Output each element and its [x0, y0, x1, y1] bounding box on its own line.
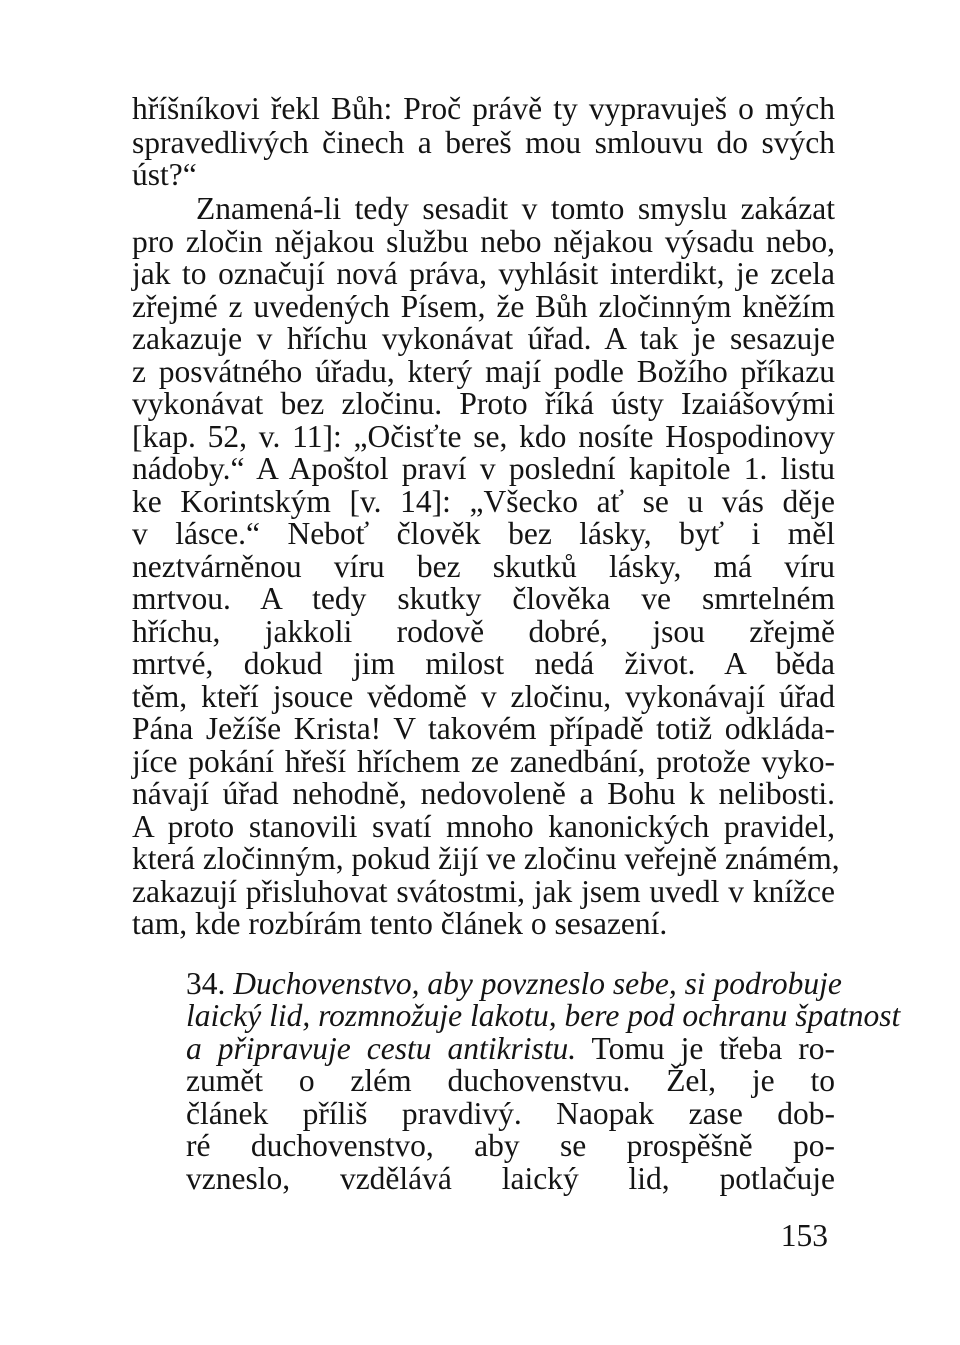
text-line: jak to označují nová práva, vyhlásit interdikt, je zcela	[132, 256, 835, 291]
text-line: ré duchovenstvo, aby se prospěšně po-	[186, 1128, 835, 1163]
text-line: v lásce.“ Neboť člověk bez lásky, byť i měl	[132, 516, 835, 551]
text-line: A proto stanovili svatí mnoho kanonických pravidel,	[132, 809, 835, 844]
text-line: úst?“	[132, 157, 197, 192]
text-line: hříchu, jakkoli rodově dobré, jsou zřejmě	[132, 614, 835, 649]
text-line	[186, 1032, 835, 1066]
text-line: ke Korintským [v. 14]: „Všecko ať se u vás děje	[132, 484, 835, 519]
text-line: vzneslo, vzdělává laický lid, potlačuje	[186, 1161, 835, 1196]
text-line: pro zločin nějakou službu nebo nějakou výsadu nebo,	[132, 224, 835, 259]
text-line: Znamená-li tedy sesadit v tomto smyslu zakázat	[196, 191, 835, 226]
text-line: návají úřad nehodně, nedovoleně a Bohu k nelibosti.	[132, 776, 835, 811]
section-lead-italic: laický lid, rozmnožuje lakotu, bere pod ochranu špatnost	[186, 998, 901, 1033]
section-lead-italic: Duchovenstvo, aby povzneslo sebe, si podrobuje	[233, 966, 842, 1001]
text-line: hříšníkovi řekl Bůh: Proč právě ty vypravuješ o mých	[132, 91, 835, 126]
section-heading-line	[186, 966, 842, 1001]
text-line: mrtvé, dokud jim milost nedá život. A běda	[132, 646, 835, 681]
page-number: 153	[780, 1218, 828, 1253]
section-lead-italic: a připravuje cestu antikristu.	[186, 1031, 577, 1066]
text-line: zřejmé z uvedených Písem, že Bůh zločinným kněžím	[132, 289, 835, 324]
text-line: zakazuje v hříchu vykonávat úřad. A tak je sesazuje	[132, 321, 835, 356]
text-line: která zločinným, pokud žijí ve zločinu veřejně známém,	[132, 841, 840, 876]
text-line: [kap. 52, v. 11]: „Očisťte se, kdo nosíte Hospodinovy	[132, 419, 835, 454]
text-line: z posvátného úřadu, který mají podle Božího příkazu	[132, 354, 835, 389]
text-line: spravedlivých činech a bereš mou smlouvu do svých	[132, 125, 835, 160]
text-line: tam, kde rozbírám tento článek o sesazení.	[132, 906, 668, 941]
text-line: nádoby.“ A Apoštol praví v poslední kapitole 1. listu	[132, 451, 835, 486]
text-line: zakazují přisluhovat svátostmi, jak jsem uvedl v knížce	[132, 874, 835, 909]
text-line: zumět o zlém duchovenstvu. Žel, je to	[186, 1063, 835, 1098]
text-line: jíce pokání hřeší hříchem ze zanedbání, protože vyko-	[132, 744, 835, 779]
text-fragment: Tomu je třeba ro-	[591, 1031, 835, 1066]
text-line: těm, kteří jsouce vědomě v zločinu, vykonávají úřad	[132, 679, 835, 714]
text-line: článek příliš pravdivý. Naopak zase dob-	[186, 1096, 835, 1131]
text-line: vykonávat bez zločinu. Proto říká ústy Izaiášovými	[132, 386, 835, 421]
text-line: Pána Ježíše Krista! V takovém případě totiž odkláda-	[132, 711, 835, 746]
section-number: 34.	[186, 966, 226, 1001]
text-line: neztvárněnou víru bez skutků lásky, má víru	[132, 549, 835, 584]
text-line: mrtvou. A tedy skutky člověka ve smrtelném	[132, 581, 835, 616]
